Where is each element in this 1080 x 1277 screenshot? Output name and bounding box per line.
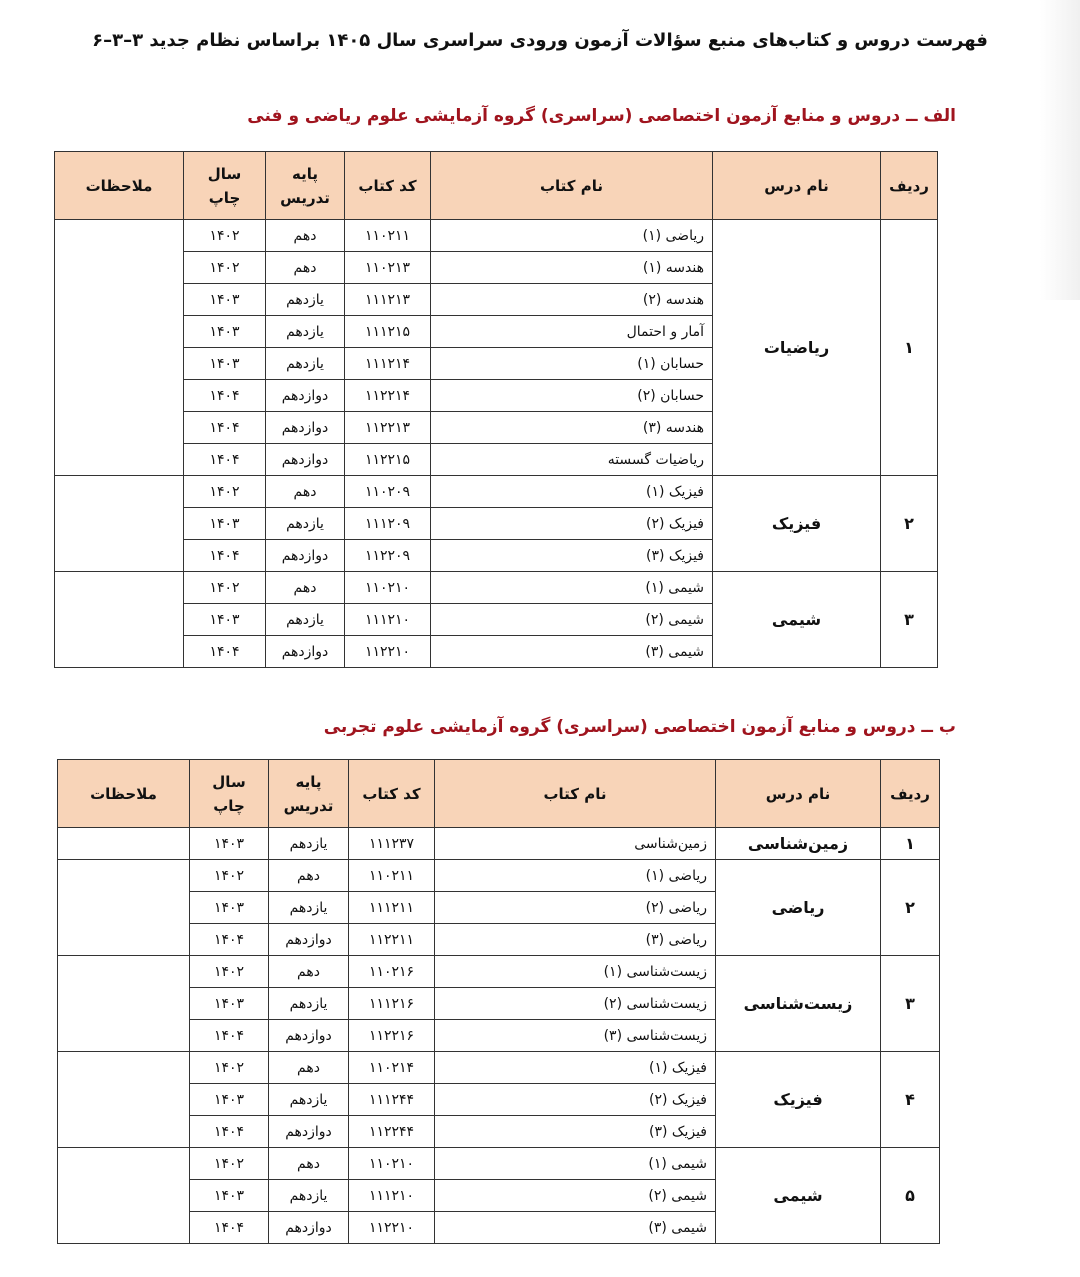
grade-cell: یازدهم: [266, 316, 345, 348]
grade-cell: دوازدهم: [269, 1212, 349, 1244]
book-code-cell: ۱۱۲۲۱۴: [345, 380, 431, 412]
book-name-cell: آمار و احتمال: [431, 316, 713, 348]
book-name-cell: زیست‌شناسی (۱): [435, 956, 716, 988]
header-row-no: ردیف: [881, 760, 940, 828]
book-name-cell: هندسه (۳): [431, 412, 713, 444]
book-name-cell: ریاضی (۲): [435, 892, 716, 924]
header-grade-line1: پایه: [292, 164, 318, 183]
book-code-cell: ۱۱۰۲۱۶: [349, 956, 435, 988]
grade-cell: دهم: [269, 1052, 349, 1084]
table-row: [58, 1052, 940, 1084]
notes-cell: [58, 860, 190, 956]
grade-cell: دوازدهم: [266, 636, 345, 668]
notes-cell: [58, 828, 190, 860]
book-code-cell: ۱۱۰۲۱۰: [345, 572, 431, 604]
grade-cell: دهم: [269, 1148, 349, 1180]
book-code-cell: ۱۱۲۲۱۶: [349, 1020, 435, 1052]
book-name-cell: فیزیک (۲): [431, 508, 713, 540]
table-body: [58, 828, 940, 1244]
year-cell: ۱۴۰۲: [190, 860, 269, 892]
table-header-row: [55, 152, 938, 220]
year-cell: ۱۴۰۴: [184, 636, 266, 668]
grade-cell: یازدهم: [269, 892, 349, 924]
grade-cell: یازدهم: [269, 988, 349, 1020]
year-cell: ۱۴۰۳: [184, 604, 266, 636]
header-grade-line1: پایه: [295, 772, 322, 791]
year-cell: ۱۴۰۲: [184, 476, 266, 508]
year-cell: ۱۴۰۳: [190, 1084, 269, 1116]
subject-cell: فیزیک: [713, 476, 881, 572]
year-cell: ۱۴۰۲: [184, 220, 266, 252]
grade-cell: دهم: [266, 476, 345, 508]
book-name-cell: شیمی (۱): [435, 1148, 716, 1180]
header-book: نام کتاب: [435, 760, 716, 828]
row-number-cell: ۲: [881, 860, 940, 956]
book-code-cell: ۱۱۱۲۱۶: [349, 988, 435, 1020]
grade-cell: یازدهم: [266, 284, 345, 316]
book-code-cell: ۱۱۰۲۱۰: [349, 1148, 435, 1180]
book-code-cell: ۱۱۱۲۱۱: [349, 892, 435, 924]
grade-cell: یازدهم: [269, 1180, 349, 1212]
row-number-cell: ۲: [881, 476, 938, 572]
book-code-cell: ۱۱۲۲۴۴: [349, 1116, 435, 1148]
header-book: نام کتاب: [431, 152, 713, 220]
header-subject: نام درس: [713, 152, 881, 220]
subject-cell: شیمی: [716, 1148, 881, 1244]
subject-cell: فیزیک: [716, 1052, 881, 1148]
grade-cell: دوازدهم: [269, 1116, 349, 1148]
book-code-cell: ۱۱۰۲۰۹: [345, 476, 431, 508]
grade-cell: دهم: [269, 860, 349, 892]
header-year: [190, 760, 269, 828]
header-grade: [266, 152, 345, 220]
notes-cell: [58, 1052, 190, 1148]
book-name-cell: شیمی (۱): [431, 572, 713, 604]
notes-cell: [55, 476, 184, 572]
header-year-line1: سال: [212, 772, 246, 791]
grade-cell: دهم: [266, 220, 345, 252]
book-name-cell: هندسه (۲): [431, 284, 713, 316]
subject-cell: زمین‌شناسی: [716, 828, 881, 860]
book-name-cell: هندسه (۱): [431, 252, 713, 284]
book-code-cell: ۱۱۲۲۱۵: [345, 444, 431, 476]
book-code-cell: ۱۱۲۲۱۱: [349, 924, 435, 956]
grade-cell: دوازدهم: [266, 380, 345, 412]
grade-cell: دوازدهم: [269, 924, 349, 956]
book-name-cell: حسابان (۱): [431, 348, 713, 380]
book-code-cell: ۱۱۱۲۱۵: [345, 316, 431, 348]
book-name-cell: ریاضی (۱): [431, 220, 713, 252]
table-row: [58, 956, 940, 988]
section-b-title: ب ــ دروس و منابع آزمون اختصاصی (سراسری) گروه آزمایشی علوم تجربی: [323, 717, 956, 737]
year-cell: ۱۴۰۴: [190, 1212, 269, 1244]
notes-cell: [58, 1148, 190, 1244]
book-name-cell: فیزیک (۱): [435, 1052, 716, 1084]
grade-cell: دهم: [266, 572, 345, 604]
table-header-row: [58, 760, 940, 828]
subject-cell: زیست‌شناسی: [716, 956, 881, 1052]
notes-cell: [55, 220, 184, 476]
header-subject: نام درس: [716, 760, 881, 828]
year-cell: ۱۴۰۴: [184, 540, 266, 572]
header-grade-line2: تدریس: [280, 188, 330, 207]
year-cell: ۱۴۰۴: [184, 412, 266, 444]
book-code-cell: ۱۱۲۲۱۰: [349, 1212, 435, 1244]
header-year-line1: سال: [207, 164, 242, 183]
grade-cell: یازدهم: [266, 508, 345, 540]
year-cell: ۱۴۰۴: [190, 1116, 269, 1148]
table-row: [55, 220, 938, 252]
book-name-cell: زیست‌شناسی (۳): [435, 1020, 716, 1052]
book-name-cell: شیمی (۳): [435, 1212, 716, 1244]
book-name-cell: زیست‌شناسی (۲): [435, 988, 716, 1020]
table-math-tech: [54, 151, 938, 668]
year-cell: ۱۴۰۴: [190, 1020, 269, 1052]
year-cell: ۱۴۰۴: [184, 380, 266, 412]
book-code-cell: ۱۱۱۲۴۴: [349, 1084, 435, 1116]
table-row: [58, 860, 940, 892]
header-code: کد کتاب: [349, 760, 435, 828]
year-cell: ۱۴۰۳: [184, 348, 266, 380]
subject-cell: شیمی: [713, 572, 881, 668]
year-cell: ۱۴۰۲: [190, 1052, 269, 1084]
year-cell: ۱۴۰۳: [190, 828, 269, 860]
book-name-cell: حسابان (۲): [431, 380, 713, 412]
header-notes: ملاحظات: [58, 760, 190, 828]
year-cell: ۱۴۰۳: [184, 316, 266, 348]
year-cell: ۱۴۰۳: [190, 892, 269, 924]
year-cell: ۱۴۰۲: [184, 252, 266, 284]
year-cell: ۱۴۰۲: [190, 1148, 269, 1180]
book-code-cell: ۱۱۱۲۱۰: [349, 1180, 435, 1212]
table-experimental-sciences: [57, 759, 940, 1244]
subject-cell: ریاضیات: [713, 220, 881, 476]
book-name-cell: فیزیک (۱): [431, 476, 713, 508]
header-year: [184, 152, 266, 220]
subject-cell: ریاضی: [716, 860, 881, 956]
book-code-cell: ۱۱۰۲۱۱: [349, 860, 435, 892]
header-grade-line2: تدریس: [283, 796, 334, 815]
book-code-cell: ۱۱۲۲۰۹: [345, 540, 431, 572]
row-number-cell: ۱: [881, 828, 940, 860]
book-name-cell: فیزیک (۲): [435, 1084, 716, 1116]
grade-cell: یازدهم: [266, 604, 345, 636]
row-number-cell: ۴: [881, 1052, 940, 1148]
book-name-cell: ریاضیات گسسته: [431, 444, 713, 476]
year-cell: ۱۴۰۲: [184, 572, 266, 604]
table-row: [55, 572, 938, 604]
book-name-cell: زمین‌شناسی: [435, 828, 716, 860]
book-code-cell: ۱۱۰۲۱۱: [345, 220, 431, 252]
year-cell: ۱۴۰۳: [184, 508, 266, 540]
year-cell: ۱۴۰۳: [190, 988, 269, 1020]
table-row: [58, 1148, 940, 1180]
book-name-cell: فیزیک (۳): [435, 1116, 716, 1148]
grade-cell: دهم: [269, 956, 349, 988]
book-code-cell: ۱۱۱۲۳۷: [349, 828, 435, 860]
table-body: [55, 220, 938, 668]
header-grade: [269, 760, 349, 828]
year-cell: ۱۴۰۳: [184, 284, 266, 316]
year-cell: ۱۴۰۳: [190, 1180, 269, 1212]
book-name-cell: ریاضی (۱): [435, 860, 716, 892]
grade-cell: دوازدهم: [266, 412, 345, 444]
grade-cell: دوازدهم: [269, 1020, 349, 1052]
grade-cell: یازدهم: [266, 348, 345, 380]
year-cell: ۱۴۰۲: [190, 956, 269, 988]
book-name-cell: شیمی (۲): [431, 604, 713, 636]
row-number-cell: ۵: [881, 1148, 940, 1244]
header-year-line2: چاپ: [213, 796, 245, 815]
book-name-cell: ریاضی (۳): [435, 924, 716, 956]
grade-cell: یازدهم: [269, 828, 349, 860]
header-year-line2: چاپ: [208, 188, 241, 207]
book-code-cell: ۱۱۱۲۱۴: [345, 348, 431, 380]
book-code-cell: ۱۱۱۲۱۰: [345, 604, 431, 636]
book-code-cell: ۱۱۲۲۱۳: [345, 412, 431, 444]
grade-cell: دهم: [266, 252, 345, 284]
year-cell: ۱۴۰۴: [190, 924, 269, 956]
table-row: [55, 476, 938, 508]
grade-cell: دوازدهم: [266, 444, 345, 476]
book-code-cell: ۱۱۲۲۱۰: [345, 636, 431, 668]
book-code-cell: ۱۱۱۲۰۹: [345, 508, 431, 540]
book-code-cell: ۱۱۰۲۱۳: [345, 252, 431, 284]
notes-cell: [58, 956, 190, 1052]
header-code: کد کتاب: [345, 152, 431, 220]
book-code-cell: ۱۱۰۲۱۴: [349, 1052, 435, 1084]
row-number-cell: ۳: [881, 572, 938, 668]
book-name-cell: شیمی (۳): [431, 636, 713, 668]
year-cell: ۱۴۰۴: [184, 444, 266, 476]
grade-cell: یازدهم: [269, 1084, 349, 1116]
page-title: فهرست دروس و کتاب‌های منبع سؤالات آزمون ورودی سراسری سال ۱۴۰۵ براساس نظام جدید ۳–۳–۶: [92, 30, 988, 51]
header-row-no: ردیف: [881, 152, 938, 220]
row-number-cell: ۳: [881, 956, 940, 1052]
notes-cell: [55, 572, 184, 668]
book-name-cell: فیزیک (۳): [431, 540, 713, 572]
header-notes: ملاحظات: [55, 152, 184, 220]
book-code-cell: ۱۱۱۲۱۳: [345, 284, 431, 316]
row-number-cell: ۱: [881, 220, 938, 476]
table-row: [58, 828, 940, 860]
book-name-cell: شیمی (۲): [435, 1180, 716, 1212]
grade-cell: دوازدهم: [266, 540, 345, 572]
section-a-title: الف ــ دروس و منابع آزمون اختصاصی (سراسری) گروه آزمایشی علوم ریاضی و فنی: [247, 106, 956, 126]
